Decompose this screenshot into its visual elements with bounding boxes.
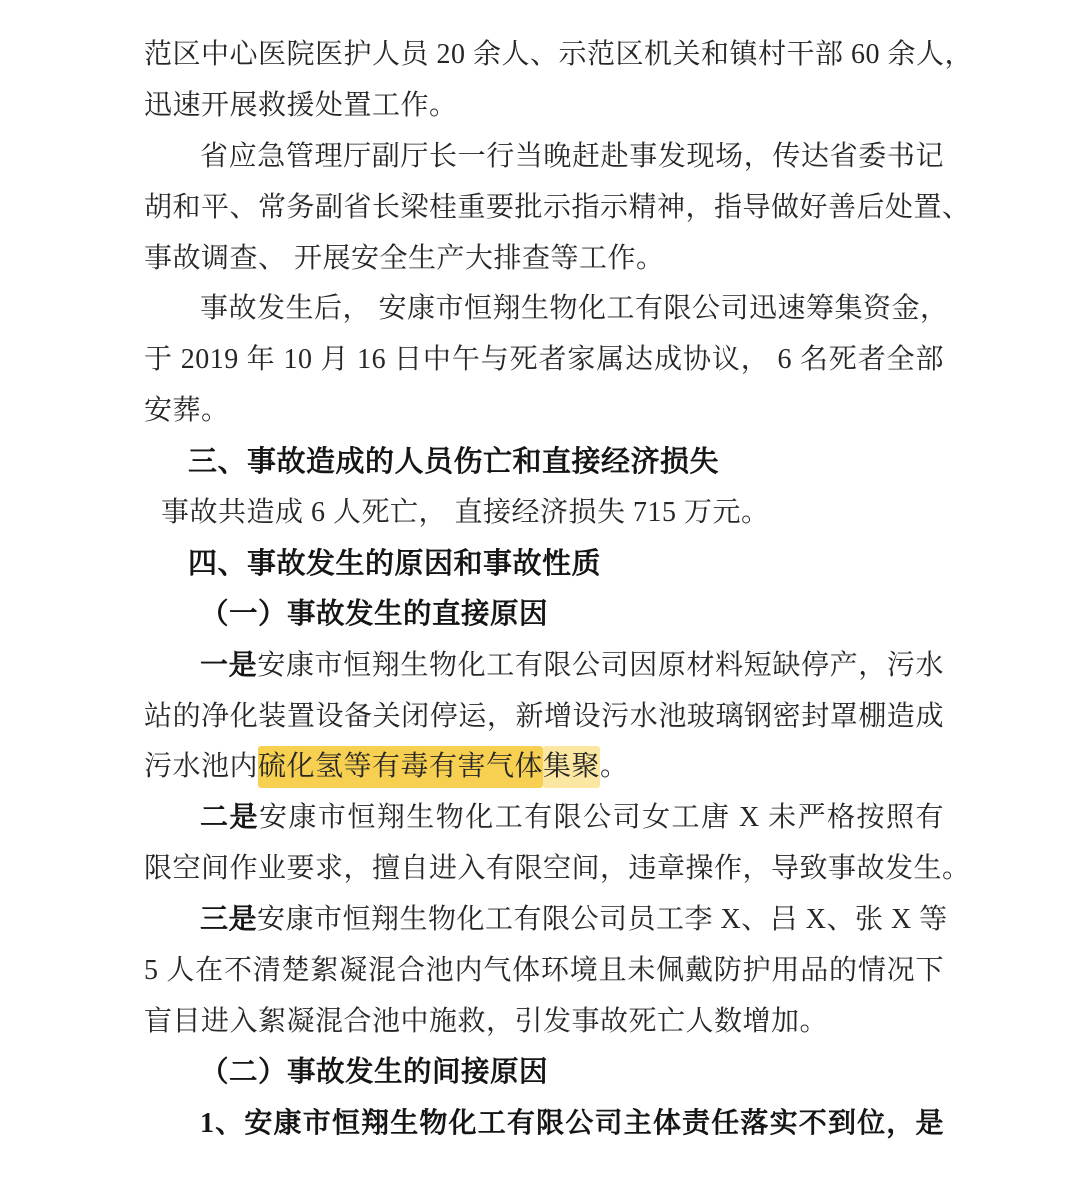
- text-run: 四、事故发生的原因和事故性质: [188, 547, 602, 580]
- line-13: [144, 641, 944, 692]
- text-run: 迅速开展救援处置工作。: [144, 89, 458, 121]
- subheading-4-1: [144, 590, 944, 641]
- text-run: 站的净化装置设备关闭停运，新增设污水池玻璃钢密封罩棚造成: [144, 700, 944, 732]
- line-15: [144, 742, 944, 793]
- text-run: 事故调查、 开展安全生产大排查等工作。: [144, 242, 665, 274]
- line-02: [144, 81, 944, 132]
- line-20: [144, 997, 944, 1048]
- line-14: [144, 692, 944, 743]
- line-08: [144, 386, 944, 437]
- text-run: 安康市恒翔生物化工有限公司员工李 X、吕 X、张 X 等: [257, 904, 948, 936]
- line-05: [144, 234, 944, 285]
- line-22: [144, 1099, 944, 1150]
- line-06: [144, 284, 949, 335]
- line-07: [144, 335, 944, 386]
- text-run: 安葬。: [144, 395, 230, 427]
- text-run: 1、安康市恒翔生物化工有限公司主体责任落实不到位，是: [200, 1107, 944, 1139]
- text-run: 污水池内: [144, 751, 259, 783]
- lead-run: 二是: [200, 802, 259, 834]
- line-03: [144, 132, 944, 183]
- text-run: （一）事故发生的直接原因: [200, 598, 549, 630]
- text-run: 限空间作业要求，擅自进入有限空间，违章操作，导致事故发生。: [144, 853, 971, 885]
- text-run: 于 2019 年 10 月 16 日中午与死者家属达成协议， 6 名死者全部: [144, 344, 944, 376]
- lead-run: 一是: [200, 649, 258, 681]
- text-run: 三、事故造成的人员伤亡和直接经济损失: [188, 446, 720, 479]
- text-run: 事故共造成 6 人死亡， 直接经济损失 715 万元。: [161, 497, 770, 529]
- highlighted-run-light: 集聚: [543, 746, 600, 788]
- line-01: [144, 30, 974, 81]
- highlighted-run: 硫化氢等有毒有害气体: [258, 746, 543, 788]
- line-04: [144, 183, 971, 234]
- text-run: 。: [600, 751, 629, 783]
- line-16: [144, 793, 944, 844]
- line-17: [144, 844, 971, 895]
- line-18: [144, 895, 948, 946]
- lead-run: 三是: [200, 904, 258, 936]
- text-run: 安康市恒翔生物化工有限公司女工唐 X 未严格按照有: [258, 802, 944, 834]
- text-run: 事故发生后， 安康市恒翔生物化工有限公司迅速筹集资金，: [200, 293, 949, 325]
- text-run: 省应急管理厅副厅长一行当晚赶赴事发现场，传达省委书记: [200, 140, 944, 172]
- text-run: （二）事故发生的间接原因: [200, 1056, 549, 1088]
- line-19: [144, 946, 944, 997]
- heading-section-3: [144, 437, 944, 488]
- subheading-4-2: [144, 1048, 944, 1099]
- text-run: 安康市恒翔生物化工有限公司因原材料短缺停产，污水: [257, 649, 944, 681]
- heading-section-4: [144, 539, 944, 590]
- text-run: 胡和平、常务副省长梁桂重要批示指示精神，指导做好善后处置、: [144, 191, 971, 223]
- line-10: [144, 488, 944, 539]
- text-run: 范区中心医院医护人员 20 余人、示范区机关和镇村干部 60 余人，: [144, 39, 974, 70]
- text-run: 盲目进入絮凝混合池中施救，引发事故死亡人数增加。: [144, 1005, 829, 1037]
- text-run: 5 人在不清楚絮凝混合池内气体环境且未佩戴防护用品的情况下: [144, 955, 944, 987]
- document-body: [144, 30, 974, 1150]
